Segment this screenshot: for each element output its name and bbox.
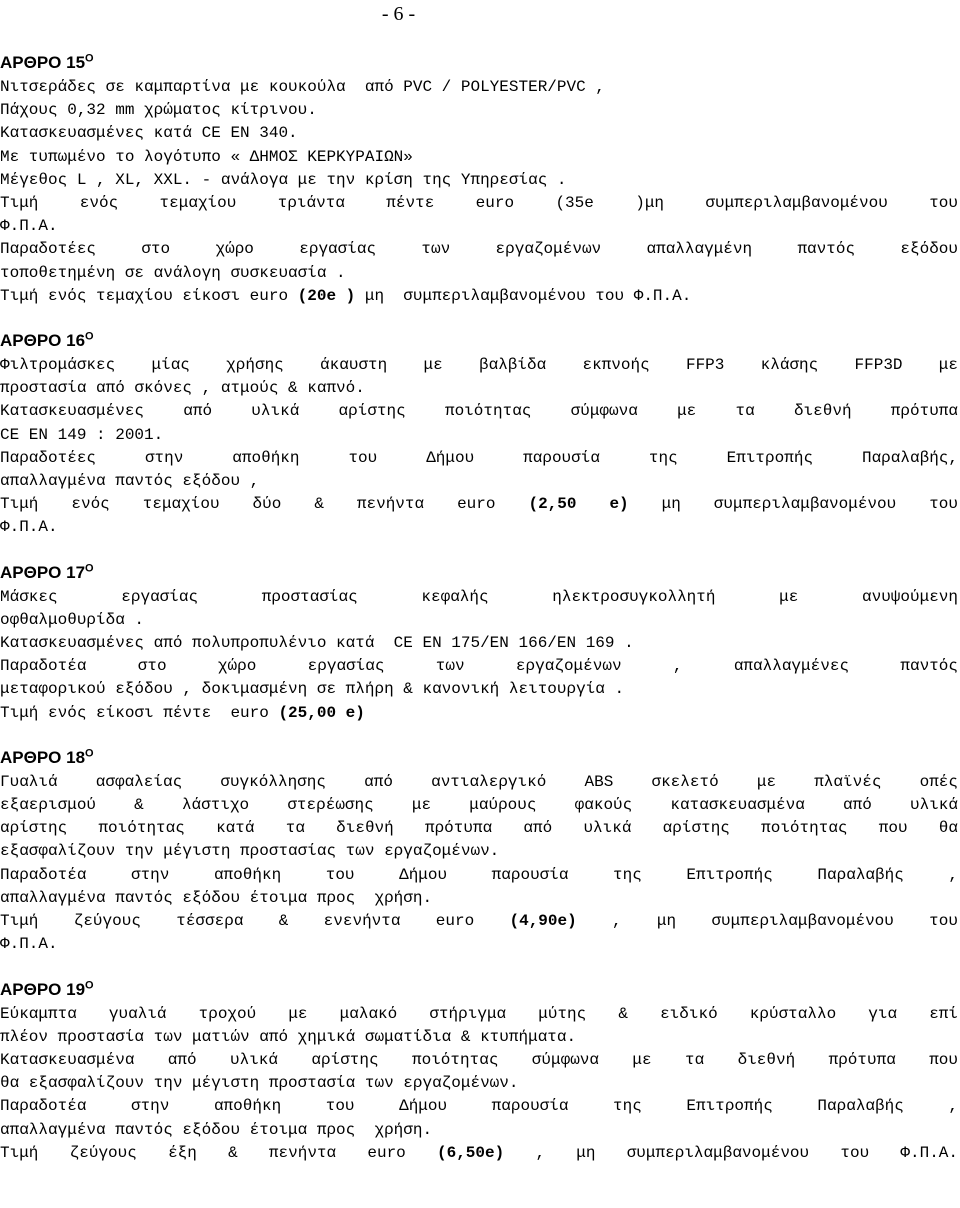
section-gap (0, 957, 958, 971)
article-number-superscript: Ο (85, 330, 94, 343)
article-number-superscript: Ο (85, 747, 94, 760)
article-number-superscript: Ο (85, 978, 94, 991)
article-heading (0, 560, 958, 586)
article-title: ΑΡΘΡΟ 18 (0, 747, 86, 767)
text-line: θα εξασφαλίζουν την μέγιστη προστασία των εργαζομένων. (0, 1074, 519, 1093)
price-amount: (2,50 e) (528, 495, 629, 514)
text-line: Κατασκευασμένες από πολυπροπυλένιο κατά CE EN 175/EN 166/EN 169 . (0, 634, 634, 653)
text-line: Τιμή ενός τεμαχίου είκοσι euro (20e ) μη συμπεριλαμβανομένου του Φ.Π.Α. (0, 286, 692, 305)
text-line: εξασφαλίζουν την μέγιστη προστασίας των εργαζομένων. (0, 842, 500, 861)
article-section (0, 50, 958, 308)
text-line: προστασία από σκόνες , ατμούς & καπνό. (0, 379, 365, 398)
text-line: Παραδοτέες στην αποθήκη του Δήμου παρουσία της Επιτροπής Παραλαβής, (0, 448, 958, 467)
text-line: Φιλτρομάσκες μίας χρήσης άκαυστη με βαλβίδα εκπνοής FFP3 κλάσης FFP3D με (0, 356, 958, 375)
document-body (0, 44, 958, 1165)
text-line: Κατασκευασμένες από υλικά αρίστης ποιότητας σύμφωνα με τα διεθνή πρότυπα (0, 402, 958, 421)
text-line: Φ.Π.Α. (0, 217, 58, 236)
page-number: - 6 - (381, 3, 416, 25)
text-line: Γυαλιά ασφαλείας συγκόλλησης από αντιαλεργικό ABS σκελετό με πλαϊνές οπές (0, 772, 958, 791)
text-line: τοποθετημένη σε ανάλογη συσκευασία . (0, 263, 346, 282)
text-line: Πάχους 0,32 mm χρώματος κίτρινου. (0, 101, 317, 120)
text-line: πλέον προστασία των ματιών από χημικά σωματίδια & κτυπήματα. (0, 1027, 577, 1046)
text-line: CE EN 149 : 2001. (0, 425, 164, 444)
text-line: μεταφορικού εξόδου , δοκιμασμένη σε πλήρη & κανονική λειτουργία . (0, 680, 625, 699)
article-heading (0, 50, 958, 76)
text-line: εξαερισμού & λάστιχο στερέωσης με μαύρους φακούς κατασκευασμένα από υλικά (0, 796, 958, 815)
section-gap (0, 540, 958, 554)
article-title: ΑΡΘΡΟ 17 (0, 562, 86, 582)
text-line: Παραδοτέα στο χώρο εργασίας των εργαζομένων , απαλλαγμένες παντός (0, 657, 958, 676)
text-line: Τιμή ενός είκοσι πέντε euro (25,00 e) (0, 703, 365, 722)
text-line: απαλλαγμένα παντός εξόδου έτοιμα προς χρήση. (0, 1120, 433, 1139)
article-heading (0, 977, 958, 1003)
text-line: Τιμή ζεύγους έξη & πενήντα euro (6,50e) , μη συμπεριλαμβανομένου του Φ.Π.Α. (0, 1143, 958, 1162)
text-line: Κατασκευασμένες κατά CE EN 340. (0, 124, 298, 143)
text-line: Εύκαμπτα γυαλιά τροχού με μαλακό στήριγμα μύτης & ειδικό κρύσταλλο για επί (0, 1004, 958, 1023)
text-line: Τιμή ζεύγους τέσσερα & ενενήντα euro (4,90e) , μη συμπεριλαμβανομένου του (0, 912, 958, 931)
text-line: Τιμή ενός τεμαχίου τριάντα πέντε euro (35e )μη συμπεριλαμβανομένου του (0, 194, 958, 213)
text-line: Κατασκευασμένα από υλικά αρίστης ποιότητας σύμφωνα με τα διεθνή πρότυπα που (0, 1050, 958, 1069)
article-section (0, 977, 958, 1165)
article-number-superscript: Ο (85, 52, 94, 65)
article-heading (0, 328, 958, 354)
text-line: αρίστης ποιότητας κατά τα διεθνή πρότυπα από υλικά αρίστης ποιότητας που θα (0, 819, 958, 838)
text-line: Τιμή ενός τεμαχίου δύο & πενήντα euro (2,50 e) μη συμπεριλαμβανομένου του (0, 495, 959, 514)
price-amount: (20e ) (297, 286, 356, 305)
article-number-superscript: Ο (85, 562, 94, 574)
price-amount: (6,50e) (437, 1143, 505, 1162)
text-line: οφθαλμοθυρίδα . (0, 610, 145, 629)
text-line: Μάσκες εργασίας προστασίας κεφαλής ηλεκτροσυγκολλητή με ανυψούμενη (0, 587, 958, 606)
text-line: Νιτσεράδες σε καμπαρτίνα με κουκούλα από PVC / POLYESTER/PVC , (0, 78, 605, 96)
text-line: Παραδοτέα στην αποθήκη του Δήμου παρουσία της Επιτροπής Παραλαβής , (0, 865, 958, 884)
text-line: Παραδοτέες στο χώρο εργασίας των εργαζομένων απαλλαγμένη παντός εξόδου (0, 240, 958, 259)
text-line: Φ.Π.Α. (0, 518, 58, 537)
article-section (0, 745, 958, 957)
article-title: ΑΡΘΡΟ 15 (0, 53, 86, 72)
price-amount: (25,00 e) (278, 703, 365, 722)
price-amount: (4,90e) (509, 912, 577, 931)
article-section (0, 560, 958, 725)
section-gap (0, 308, 958, 322)
article-title: ΑΡΘΡΟ 19 (0, 979, 86, 999)
article-heading (0, 745, 958, 771)
text-line: Με τυπωμένο το λογότυπο « ΔΗΜΟΣ ΚΕΡΚΥΡΑΙΩΝ» (0, 147, 413, 166)
text-line: Παραδοτέα στην αποθήκη του Δήμου παρουσία της Επιτροπής Παραλαβής , (0, 1097, 958, 1116)
text-line: απαλλαγμένα παντός εξόδου , (0, 472, 260, 491)
text-line: απαλλαγμένα παντός εξόδου έτοιμα προς χρήση. (0, 888, 433, 907)
article-section (0, 328, 958, 540)
section-gap (0, 725, 958, 739)
text-line: Μέγεθος L , XL, XXL. - ανάλογα με την κρίση της Υπηρεσίας . (0, 170, 567, 189)
article-title: ΑΡΘΡΟ 16 (0, 331, 86, 351)
text-line: Φ.Π.Α. (0, 935, 58, 954)
